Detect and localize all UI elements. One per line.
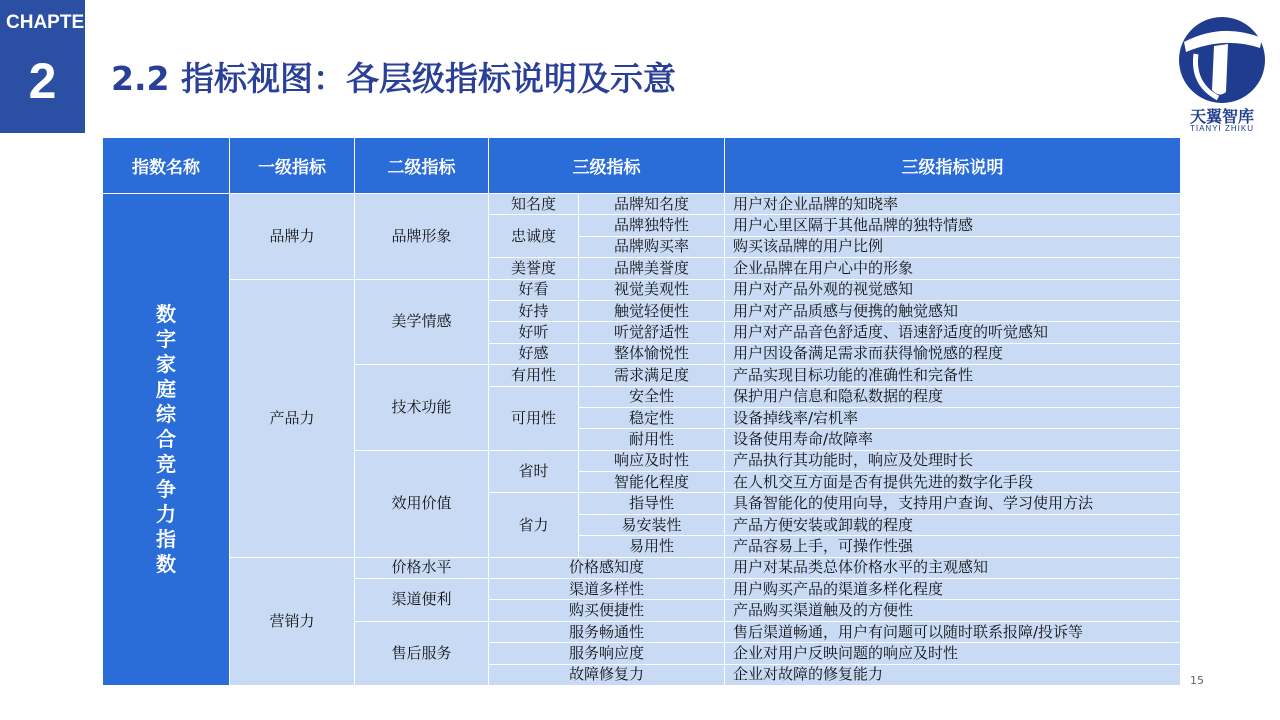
- desc-cell: 产品执行其功能时，响应及处理时长: [725, 450, 1181, 471]
- desc-cell: 产品方便安装或卸载的程度: [725, 514, 1181, 535]
- logo-t-icon: [1172, 14, 1272, 106]
- desc-cell: 用户因设备满足需求而获得愉悦感的程度: [725, 343, 1181, 364]
- level3-cell: 智能化程度: [579, 472, 725, 493]
- desc-cell: 用户对产品质感与便携的触觉感知: [725, 300, 1181, 321]
- group-cell: 有用性: [489, 365, 579, 386]
- level3-cell: 品牌独特性: [579, 215, 725, 236]
- group-cell: 知名度: [489, 194, 579, 215]
- level3-cell: 易安装性: [579, 514, 725, 535]
- level1-cell: 产品力: [230, 279, 355, 557]
- group-cell: 省时: [489, 450, 579, 493]
- page-title: 2.2 指标视图：各层级指标说明及示意: [111, 59, 676, 98]
- logo-brand-text: 天翼智库: [1189, 107, 1254, 126]
- level3-cell: 购买便捷性: [489, 600, 725, 621]
- desc-cell: 用户购买产品的渠道多样化程度: [725, 579, 1181, 600]
- level3-cell: 稳定性: [579, 407, 725, 428]
- level3-cell: 安全性: [579, 386, 725, 407]
- page-number: 15: [1190, 674, 1204, 687]
- level2-cell: 效用价值: [355, 450, 489, 557]
- group-cell: 好持: [489, 300, 579, 321]
- indicator-table: [102, 137, 1181, 686]
- desc-cell: 用户对某品类总体价格水平的主观感知: [725, 557, 1181, 578]
- group-cell: 美誉度: [489, 258, 579, 279]
- group-cell: 好看: [489, 279, 579, 300]
- level3-cell: 响应及时性: [579, 450, 725, 471]
- table-row: [103, 194, 1181, 215]
- level3-cell: 指导性: [579, 493, 725, 514]
- level3-cell: 服务畅通性: [489, 621, 725, 642]
- level3-cell: 需求满足度: [579, 365, 725, 386]
- group-cell: 可用性: [489, 386, 579, 450]
- table-header-row: [103, 138, 1181, 194]
- level3-cell: 整体愉悦性: [579, 343, 725, 364]
- index-name-text: 数字家庭综合竞争力指数: [156, 301, 176, 576]
- level3-cell: 视觉美观性: [579, 279, 725, 300]
- desc-cell: 设备使用寿命/故障率: [725, 429, 1181, 450]
- level3-cell: 服务响应度: [489, 643, 725, 664]
- desc-cell: 购买该品牌的用户比例: [725, 236, 1181, 257]
- logo-sub-text: TIANYI ZHIKU: [1189, 124, 1254, 133]
- desc-cell: 保护用户信息和隐私数据的程度: [725, 386, 1181, 407]
- desc-cell: 企业对故障的修复能力: [725, 664, 1181, 685]
- level2-cell: 技术功能: [355, 365, 489, 451]
- group-cell: 忠诚度: [489, 215, 579, 258]
- chapter-badge: [0, 0, 98, 133]
- table-row: [103, 279, 1181, 300]
- desc-cell: 用户对企业品牌的知晓率: [725, 194, 1181, 215]
- level3-cell: 价格感知度: [489, 557, 725, 578]
- level3-cell: 品牌知名度: [579, 194, 725, 215]
- level3-cell: 耐用性: [579, 429, 725, 450]
- level2-cell: 渠道便利: [355, 579, 489, 622]
- desc-cell: 用户心里区隔于其他品牌的独特情感: [725, 215, 1181, 236]
- group-cell: 省力: [489, 493, 579, 557]
- desc-cell: 企业对用户反映问题的响应及时性: [725, 643, 1181, 664]
- desc-cell: 用户对产品音色舒适度、语速舒适度的听觉感知: [725, 322, 1181, 343]
- level3-cell: 触觉轻便性: [579, 300, 725, 321]
- desc-cell: 产品实现目标功能的准确性和完备性: [725, 365, 1181, 386]
- chapter-label: CHAPTER: [6, 12, 98, 33]
- desc-cell: 用户对产品外观的视觉感知: [725, 279, 1181, 300]
- level3-cell: 易用性: [579, 536, 725, 557]
- level2-cell: 美学情感: [355, 279, 489, 365]
- level3-cell: 品牌购买率: [579, 236, 725, 257]
- desc-cell: 在人机交互方面是否有提供先进的数字化手段: [725, 472, 1181, 493]
- level1-cell: 营销力: [230, 557, 355, 685]
- group-cell: 好感: [489, 343, 579, 364]
- table-row: [103, 557, 1181, 578]
- level3-cell: 品牌美誉度: [579, 258, 725, 279]
- desc-cell: 售后渠道畅通，用户有问题可以随时联系报障/投诉等: [725, 621, 1181, 642]
- level3-cell: 听觉舒适性: [579, 322, 725, 343]
- header-level3: 三级指标: [489, 138, 725, 194]
- chapter-number: 2: [28, 53, 57, 109]
- desc-cell: 产品购买渠道触及的方便性: [725, 600, 1181, 621]
- level2-cell: 售后服务: [355, 621, 489, 685]
- header-index-name: 指数名称: [103, 138, 230, 194]
- header-level1: 一级指标: [230, 138, 355, 194]
- level3-cell: 渠道多样性: [489, 579, 725, 600]
- level1-cell: 品牌力: [230, 194, 355, 280]
- level2-cell: 价格水平: [355, 557, 489, 578]
- desc-cell: 产品容易上手，可操作性强: [725, 536, 1181, 557]
- level3-cell: 故障修复力: [489, 664, 725, 685]
- desc-cell: 企业品牌在用户心中的形象: [725, 258, 1181, 279]
- header-level2: 二级指标: [355, 138, 489, 194]
- desc-cell: 具备智能化的使用向导，支持用户查询、学习使用方法: [725, 493, 1181, 514]
- level2-cell: 品牌形象: [355, 194, 489, 280]
- group-cell: 好听: [489, 322, 579, 343]
- logo: [1172, 14, 1272, 132]
- header-level3-desc: 三级指标说明: [725, 138, 1181, 194]
- index-name-cell: [103, 194, 230, 686]
- desc-cell: 设备掉线率/宕机率: [725, 407, 1181, 428]
